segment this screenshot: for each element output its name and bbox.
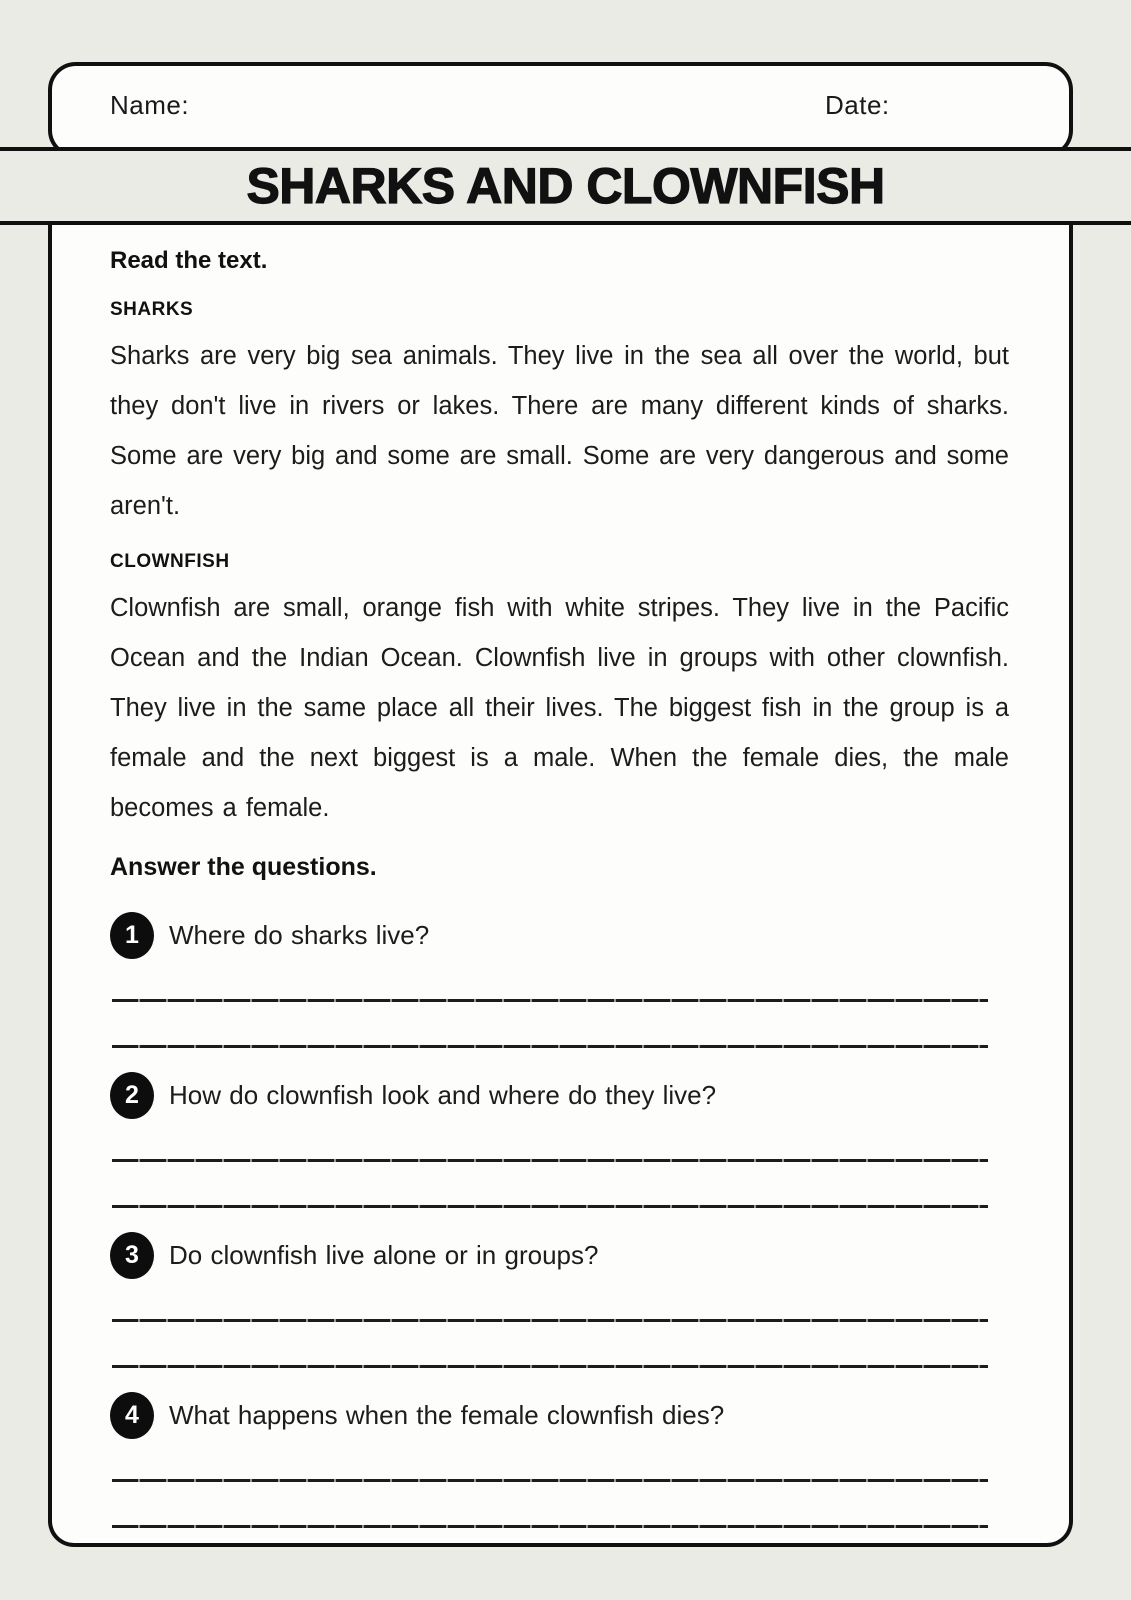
- question-number-badge: 2: [110, 1072, 154, 1119]
- passage-text: Clownfish are small, orange fish with white stripes. They live in the Pacific Ocean and the Indian Ocean. Clownfish live in groups with other clownfish. They live in the same place all their lives. The biggest fish in the group is a female and the next biggest is a male. When the female dies, the male becomes a female.: [110, 594, 1009, 822]
- title-band: [0, 147, 1131, 225]
- answer-line: [112, 1365, 988, 1368]
- passage-heading: CLOWNFISH: [110, 551, 230, 572]
- worksheet-body: [48, 225, 1073, 1547]
- question-number-badge: 4: [110, 1392, 154, 1439]
- question-number-badge: 3: [110, 1232, 154, 1279]
- question-block-1: [110, 912, 1009, 1048]
- answer-line: [112, 1479, 988, 1482]
- question-row: [110, 1072, 1009, 1119]
- answer-line: [112, 1205, 988, 1208]
- passage-text: Sharks are very big sea animals. They live in the sea all over the world, but they don't live in rivers or lakes. There are many different kinds of sharks. Some are very big and some are small. Some are very dangerous and some aren't.: [110, 342, 1009, 520]
- question-text: Where do sharks live?: [169, 920, 430, 950]
- answer-line: [112, 1525, 988, 1528]
- question-number-badge: 1: [110, 912, 154, 959]
- name-label: Name:: [110, 90, 190, 120]
- page-title: SHARKS AND CLOWNFISH: [246, 158, 885, 214]
- passage-heading: SHARKS: [110, 299, 194, 320]
- answer-line: [112, 1045, 988, 1048]
- question-row: [110, 1392, 1009, 1439]
- question-block-3: [110, 1232, 1009, 1368]
- question-text: How do clownfish look and where do they live?: [169, 1080, 717, 1110]
- read-instruction: Read the text.: [110, 247, 268, 274]
- answer-line: [112, 1319, 988, 1322]
- question-row: [110, 912, 1009, 959]
- answer-instruction: Answer the questions.: [110, 853, 377, 881]
- question-row: [110, 1232, 1009, 1279]
- question-text: What happens when the female clownfish dies?: [169, 1400, 725, 1430]
- question-block-4: [110, 1392, 1009, 1528]
- passage-clownfish: [110, 551, 1009, 833]
- question-text: Do clownfish live alone or in groups?: [169, 1240, 599, 1270]
- question-block-2: [110, 1072, 1009, 1208]
- passage-sharks: [110, 299, 1009, 531]
- answer-line: [112, 1159, 988, 1162]
- answer-line: [112, 999, 988, 1002]
- date-label: Date:: [825, 90, 890, 120]
- name-date-box: [48, 62, 1073, 158]
